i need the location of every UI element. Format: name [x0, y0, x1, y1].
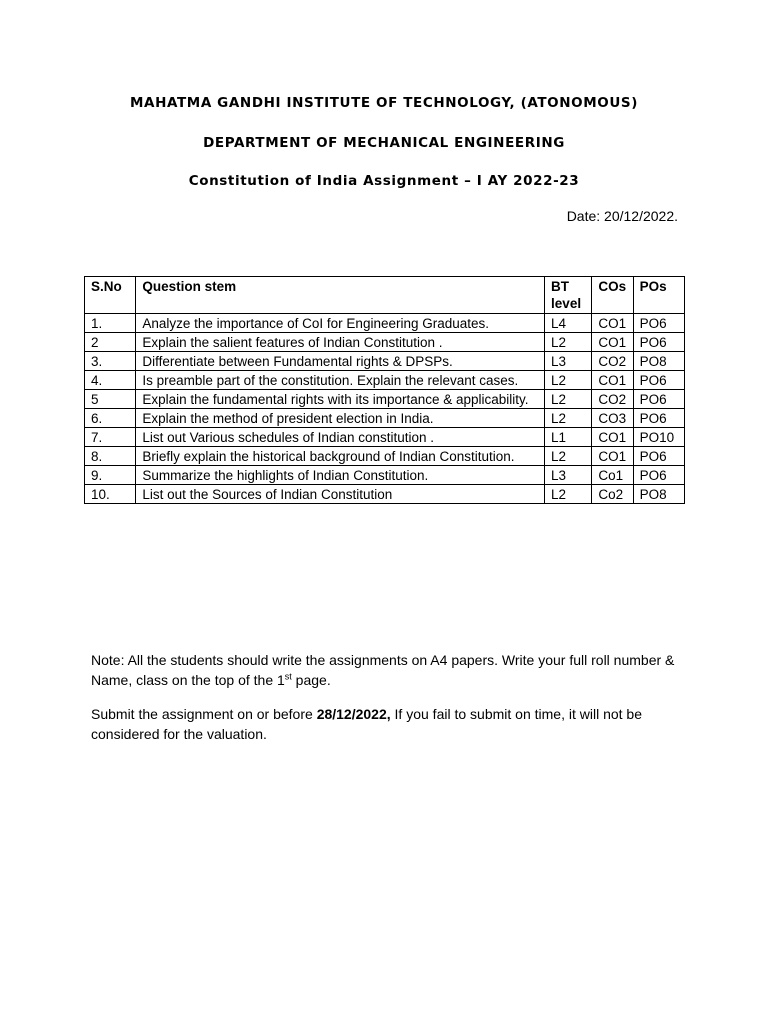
note-text-end: page. — [291, 672, 331, 688]
table-row — [85, 390, 685, 409]
deadline-date: 28/12/2022, — [316, 706, 391, 722]
table-row — [85, 466, 685, 485]
cell-pos: PO6 — [633, 409, 684, 428]
table-row — [85, 371, 685, 390]
assignment-title: Constitution of India Assignment – I AY 2022-23 — [188, 173, 580, 189]
cell-question: Explain the salient features of Indian Constitution . — [136, 333, 545, 352]
cell-sno: 2 — [85, 333, 136, 352]
cell-cos: CO1 — [592, 333, 633, 352]
cell-pos: PO6 — [633, 447, 684, 466]
column-header-question: Question stem — [136, 277, 545, 314]
cell-question: Briefly explain the historical background of Indian Constitution. — [136, 447, 545, 466]
cell-sno: 4. — [85, 371, 136, 390]
cell-cos: CO2 — [592, 352, 633, 371]
cell-sno: 8. — [85, 447, 136, 466]
cell-pos: PO6 — [633, 333, 684, 352]
cell-pos: PO10 — [633, 428, 684, 447]
table-header-row — [85, 277, 685, 314]
cell-bt-level: L3 — [545, 352, 592, 371]
note-text: Note: All the students should write the assignments on A4 papers. Write your full roll number & Name, class on the top of the 1 — [91, 652, 675, 688]
table-row — [85, 447, 685, 466]
cell-cos: CO2 — [592, 390, 633, 409]
cell-question: Explain the method of president election in India. — [136, 409, 545, 428]
cell-question: List out Various schedules of Indian constitution . — [136, 428, 545, 447]
questions-table — [84, 276, 685, 504]
cell-cos: Co1 — [592, 466, 633, 485]
cell-sno: 9. — [85, 466, 136, 485]
table-row — [85, 352, 685, 371]
cell-bt-level: L2 — [545, 390, 592, 409]
cell-sno: 5 — [85, 390, 136, 409]
cell-pos: PO8 — [633, 485, 684, 504]
cell-question: Differentiate between Fundamental rights & DPSPs. — [136, 352, 545, 371]
cell-pos: PO6 — [633, 390, 684, 409]
cell-sno: 3. — [85, 352, 136, 371]
cell-question: List out the Sources of Indian Constitution — [136, 485, 545, 504]
submission-note — [91, 650, 691, 690]
cell-cos: CO1 — [592, 371, 633, 390]
cell-cos: CO3 — [592, 409, 633, 428]
cell-pos: PO6 — [633, 466, 684, 485]
department-title: DEPARTMENT OF MECHANICAL ENGINEERING — [203, 135, 565, 151]
column-header-bt-level: BT level — [545, 277, 592, 314]
table-row — [85, 409, 685, 428]
cell-bt-level: L2 — [545, 333, 592, 352]
cell-bt-level: L2 — [545, 409, 592, 428]
note-superscript: st — [284, 671, 292, 682]
cell-pos: PO6 — [633, 314, 684, 333]
column-header-sno: S.No — [85, 277, 136, 314]
cell-cos: CO1 — [592, 447, 633, 466]
cell-sno: 6. — [85, 409, 136, 428]
cell-question: Explain the fundamental rights with its importance & applicability. — [136, 390, 545, 409]
table-row — [85, 314, 685, 333]
cell-cos: Co2 — [592, 485, 633, 504]
table-row — [85, 333, 685, 352]
column-header-cos: COs — [592, 277, 633, 314]
cell-bt-level: L2 — [545, 447, 592, 466]
cell-sno: 7. — [85, 428, 136, 447]
cell-question: Summarize the highlights of Indian Constitution. — [136, 466, 545, 485]
cell-question: Analyze the importance of CoI for Engineering Graduates. — [136, 314, 545, 333]
cell-pos: PO8 — [633, 352, 684, 371]
cell-bt-level: L2 — [545, 371, 592, 390]
cell-bt-level: L1 — [545, 428, 592, 447]
cell-sno: 1. — [85, 314, 136, 333]
table-row — [85, 485, 685, 504]
cell-cos: CO1 — [592, 428, 633, 447]
cell-bt-level: L3 — [545, 466, 592, 485]
cell-pos: PO6 — [633, 371, 684, 390]
deadline-note — [91, 704, 691, 744]
table-row — [85, 428, 685, 447]
cell-sno: 10. — [85, 485, 136, 504]
deadline-text: Submit the assignment on or before — [91, 706, 317, 722]
cell-bt-level: L4 — [545, 314, 592, 333]
institute-title: MAHATMA GANDHI INSTITUTE OF TECHNOLOGY, (ATONOMOUS) — [130, 95, 638, 111]
cell-bt-level: L2 — [545, 485, 592, 504]
assignment-date: Date: 20/12/2022. — [566, 208, 678, 224]
cell-question: Is preamble part of the constitution. Explain the relevant cases. — [136, 371, 545, 390]
column-header-pos: POs — [633, 277, 684, 314]
cell-cos: CO1 — [592, 314, 633, 333]
deadline-text-end: If you fail to submit on time, it will not be considered for the valuation. — [91, 706, 642, 742]
